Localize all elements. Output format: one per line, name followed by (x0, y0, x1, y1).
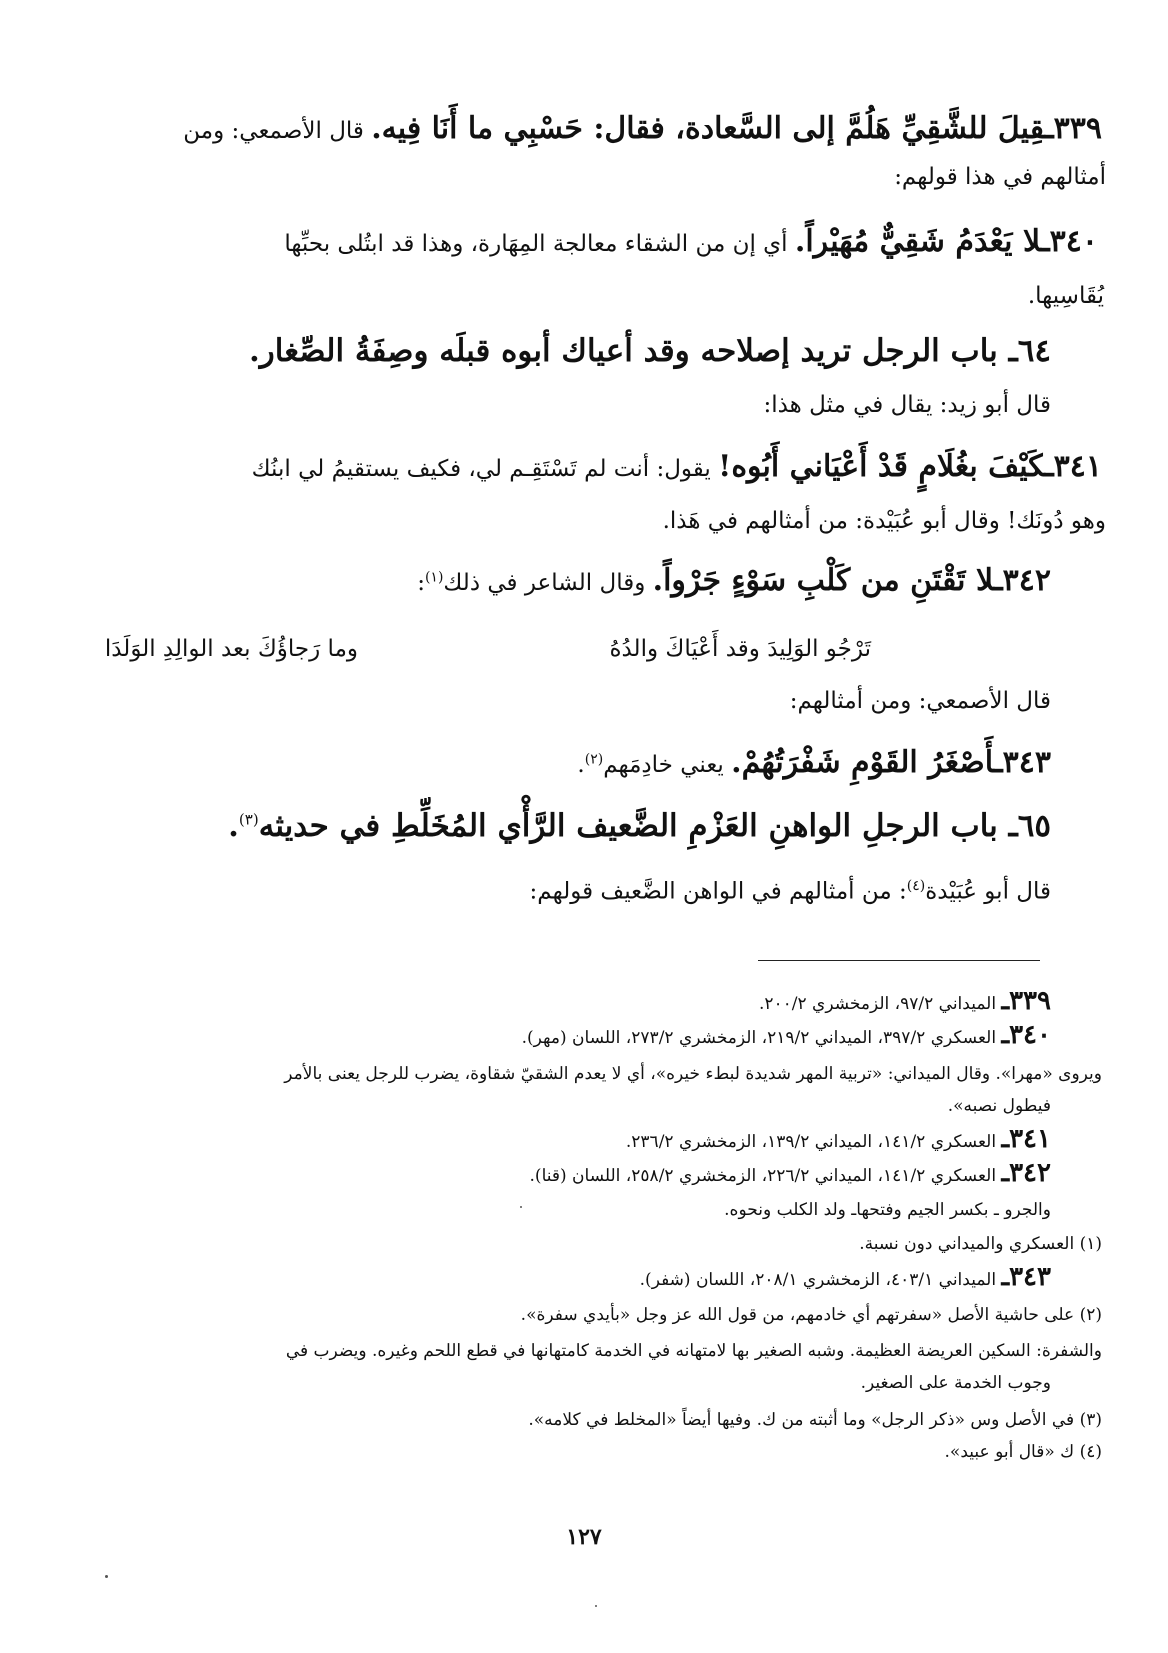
entry-343-text: يعني خادِمَهم (603, 752, 732, 778)
entry-341-line-2: وهو دُونَك! وقال أبو عُبَيْدة: من أمثالهم في هَذا. (662, 508, 1106, 534)
page-number: ١٢٧ (566, 1524, 602, 1550)
entry-343-number: ٣٤٣ـ (993, 745, 1051, 780)
entry-341-proverb: كَيْفَ بغُلَامٍ قَدْ أَعْيَاني أَبُوه! (718, 449, 1045, 484)
footnote-ref-1[interactable]: (١) (424, 569, 444, 586)
footnote-1: (١) العسكري والميداني دون نسبة. (859, 1234, 1102, 1254)
footnote-341-text: العسكري ١٤١/٢، الميداني ١٣٩/٢، الزمخشري ٢٣٦/٢. (625, 1132, 1002, 1152)
entry-342-text: وقال الشاعر في ذلك (443, 570, 653, 596)
entry-341-number: ٣٤١ـ (1044, 449, 1102, 484)
footnote-340-number: ٣٤٠ـ (1001, 1020, 1051, 1050)
footnote-ref-4[interactable]: (٤) (906, 878, 926, 894)
verse-hemistich-right: تَرْجُو الوَلِيدَ وقد أَعْيَاكَ والدُهُ (609, 636, 871, 662)
asmai-line: قال الأصمعي: ومن أمثالهم: (789, 688, 1051, 714)
footnote-342-text: العسكري ١٤١/٢، الميداني ٢٢٦/٢، الزمخشري ٢٥٨/٢، اللسان (قنا). (529, 1166, 1002, 1186)
footnote-ref-2[interactable]: (٢) (584, 751, 604, 768)
abu-ubayda-tail: : من أمثالهم في الواهن الضَّعيف قولهم: (529, 878, 907, 905)
footnote-2: (٢) على حاشية الأصل «سفرتهم أي خادمهم، من قول الله عز وجل «بأيدي سفرة». (520, 1305, 1102, 1325)
entry-343-line (577, 745, 1051, 780)
footnote-339 (759, 986, 1051, 1016)
footnote-339-text: الميداني ٩٧/٢، الزمخشري ٢٠٠/٢. (758, 994, 1002, 1014)
entry-341-line-1 (252, 449, 1102, 484)
entry-339-line-1 (183, 111, 1102, 146)
entry-339-text: قال الأصمعي: ومن (183, 118, 372, 144)
footnote-342 (530, 1158, 1051, 1188)
footnote-343-text: الميداني ٤٠٣/١، الزمخشري ٢٠٨/١، اللسان (شفر). (639, 1270, 1002, 1290)
abu-ubayda-line (530, 878, 1051, 905)
footnote-339-number: ٣٣٩ـ (1001, 986, 1051, 1016)
entry-340-line-2: يُقَاسِيها. (1027, 283, 1104, 309)
abu-ubayda-text: قال أبو عُبَيْدة (925, 878, 1051, 905)
footnote-separator (758, 960, 1040, 961)
footnote-340-note-line-2: فيطول نصبه». (947, 1096, 1051, 1116)
footnote-340-note-line-1: ويروى «مهرا». وقال الميداني: «تربية المهر شديدة لبطء خيره»، أي لا يعدم الشقيّ شقاوة، يضرب للرجل يعنى بالأمر (284, 1064, 1102, 1084)
entry-339-line-2: أمثالهم في هذا قولهم: (894, 164, 1106, 190)
entry-340-text: أي إن من الشقاء معالجة المِهَارة، وهذا قد ابتُلى بحبِّها (284, 231, 795, 257)
entry-342-line (417, 563, 1051, 598)
section-65-end: . (228, 808, 239, 844)
entry-340-line-1 (284, 224, 1098, 259)
entry-341-text: يقول: أنت لم تَسْتَقِـم لي، فكيف يستقيمُ لي ابنُك (251, 456, 719, 482)
footnote-342-number: ٣٤٢ـ (1001, 1158, 1051, 1188)
abu-zaid-line: قال أبو زيد: يقال في مثل هذا: (763, 392, 1051, 418)
verse-hemistich-left: وما رَجاؤُكَ بعد الوالِدِ الوَلَدَا (104, 636, 358, 662)
scan-speck (595, 1605, 597, 1607)
entry-342-number: ٣٤٢ـ (993, 563, 1051, 598)
footnote-2-note-line-2: وجوب الخدمة على الصغير. (860, 1373, 1051, 1393)
entry-342-proverb: لا تَقْتَنِ من كَلْبِ سَوْءٍ جَرْواً. (652, 563, 994, 598)
footnote-342-note: والجرو ـ بكسر الجيم وفتحهاـ ولد الكلب ونحوه. (724, 1200, 1051, 1220)
footnote-340 (522, 1020, 1051, 1050)
section-65-title: ٦٥ـ باب الرجلِ الواهنِ العَزْمِ الضَّعيف الرَّأْي المُخَلِّطِ في حديثه (258, 808, 1051, 844)
footnote-343-number: ٣٤٣ـ (1001, 1262, 1051, 1292)
footnote-341-number: ٣٤١ـ (1001, 1124, 1051, 1154)
entry-340-number: ٣٤٠ـ (1040, 224, 1098, 259)
footnote-ref-3[interactable]: (٣) (238, 810, 259, 829)
footnote-2-note-line-1: والشفرة: السكين العريضة العظيمة. وشبه الصغير بها لامتهانه في الخدمة كامتهانها في قطع اللحم وغيره. ويضرب في (285, 1341, 1102, 1361)
footnote-341 (626, 1124, 1051, 1154)
entry-339-proverb: قِيلَ للشَّقِيِّ هَلُمَّ إلى السَّعادة، فقال: حَسْبِي ما أَنَا فِيه. (371, 111, 1045, 146)
footnote-340-text: العسكري ٣٩٧/٢، الميداني ٢١٩/٢، الزمخشري ٢٧٣/٢، اللسان (مهر). (521, 1028, 1002, 1048)
footnote-3: (٣) في الأصل وس «ذكر الرجل» وما أثبته من ك. وفيها أيضاً «المخلط في كلامه». (528, 1410, 1102, 1430)
section-65-heading (228, 808, 1051, 844)
footnote-4: (٤) ك «قال أبو عبيد». (944, 1442, 1102, 1462)
footnote-343 (640, 1262, 1051, 1292)
entry-340-proverb: لا يَعْدَمُ شَقِيٌّ مُهَيْراً. (794, 224, 1041, 259)
entry-339-number: ٣٣٩ـ (1044, 111, 1102, 146)
scan-speck (105, 1575, 108, 1578)
entry-342-colon: : (417, 570, 425, 596)
scan-speck (520, 1206, 522, 1208)
entry-343-proverb: أَصْغَرُ القَوْمِ شَفْرَتُهُمْ. (731, 745, 994, 780)
section-64-heading: ٦٤ـ باب الرجل تريد إصلاحه وقد أعياك أبوه قبلَه وصِفَةُ الصِّغار. (248, 333, 1051, 369)
entry-343-end: . (577, 752, 585, 778)
